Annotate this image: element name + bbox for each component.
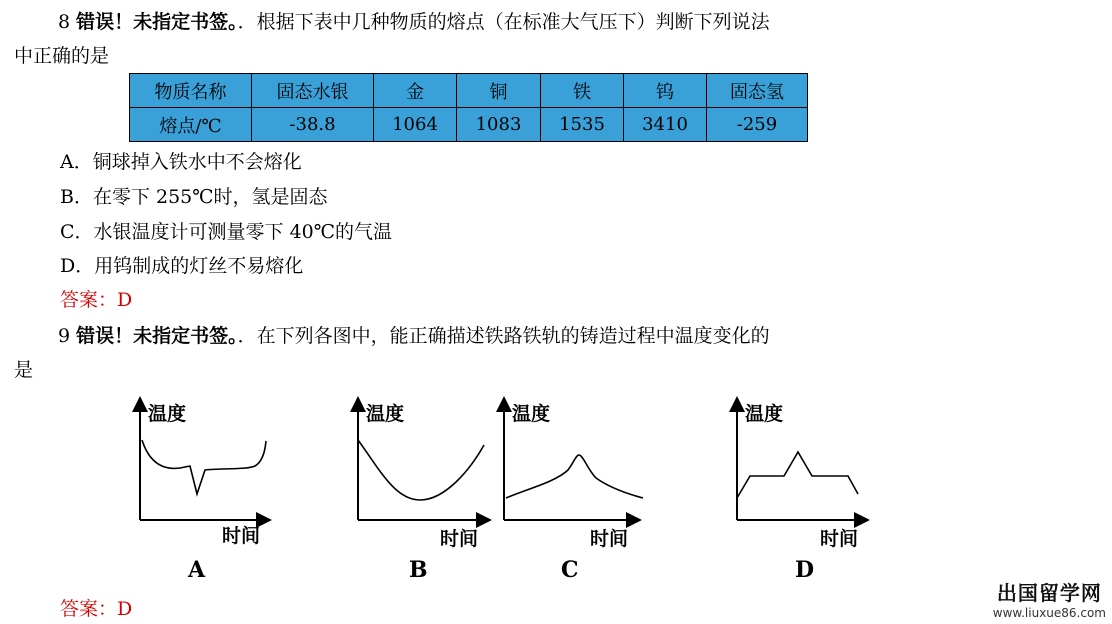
x-axis-label: 时间 (440, 528, 479, 550)
graph-d (737, 400, 866, 583)
curve (358, 440, 484, 500)
q8-number: 8 (58, 11, 71, 33)
table-data-row (130, 108, 808, 142)
watermark-logo (993, 577, 1106, 620)
table-cell: 铁 (541, 74, 624, 108)
graph-label: C (561, 557, 579, 583)
q8-text-line1: ．根据下表中几种物质的熔点（在标准大气压下）判断下列说法 (237, 11, 770, 33)
x-axis-label: 时间 (590, 528, 629, 550)
q8-line1 (14, 10, 770, 34)
table-cell: 金 (374, 74, 457, 108)
graph-c (504, 400, 643, 583)
watermark-url: www.liuxue86.com (992, 606, 1106, 620)
q8-option-b: B．在零下 255℃时，氢是固态 (60, 186, 328, 208)
curve (142, 440, 266, 494)
q9-text-line1: ．在下列各图中，能正确描述铁路铁轨的铸造过程中温度变化的 (237, 325, 770, 347)
x-axis-label: 时间 (820, 528, 859, 550)
y-axis-label: 温度 (366, 403, 405, 425)
q9-number: 9 (58, 325, 71, 347)
table-cell: 1535 (541, 108, 624, 142)
table-cell: -38.8 (252, 108, 374, 142)
temperature-graphs (0, 380, 900, 590)
table-header-row (130, 74, 808, 108)
graph-label: D (795, 557, 815, 583)
q8-error-text: 错误！未指定书签。 (76, 11, 238, 33)
q8-option-d: D．用钨制成的灯丝不易熔化 (60, 255, 304, 277)
y-axis-label: 温度 (512, 403, 551, 425)
graph-b (358, 400, 488, 583)
q8-option-c: C．水银温度计可测量零下 40℃的气温 (60, 221, 393, 243)
curve (506, 455, 643, 498)
table-cell: 1083 (457, 108, 541, 142)
x-axis-label: 时间 (222, 525, 261, 547)
table-cell: 铜 (457, 74, 541, 108)
table-cell: 熔点/℃ (130, 108, 252, 142)
table-cell: 3410 (624, 108, 707, 142)
graph-a (140, 400, 268, 583)
y-axis-label: 温度 (148, 403, 187, 425)
table-cell: 钨 (624, 74, 707, 108)
q9-line1 (14, 324, 770, 348)
curve (737, 452, 858, 498)
table-cell: 1064 (374, 108, 457, 142)
q8-text-line2: 中正确的是 (14, 45, 110, 67)
table-cell: 固态水银 (252, 74, 374, 108)
q9-error-text: 错误！未指定书签。 (76, 325, 238, 347)
q9-text-line2: 是 (14, 359, 34, 381)
q8-answer: 答案：D (60, 289, 133, 311)
melting-point-table (129, 73, 808, 142)
y-axis-label: 温度 (745, 403, 784, 425)
watermark-name: 出国留学网 (996, 581, 1102, 605)
graph-label: A (188, 557, 206, 583)
q9-answer: 答案：D (60, 598, 133, 620)
table-cell: 物质名称 (130, 74, 252, 108)
q8-option-a: A．铜球掉入铁水中不会熔化 (60, 151, 302, 173)
table-cell: -259 (707, 108, 808, 142)
table-cell: 固态氢 (707, 74, 808, 108)
graph-label: B (409, 557, 428, 583)
